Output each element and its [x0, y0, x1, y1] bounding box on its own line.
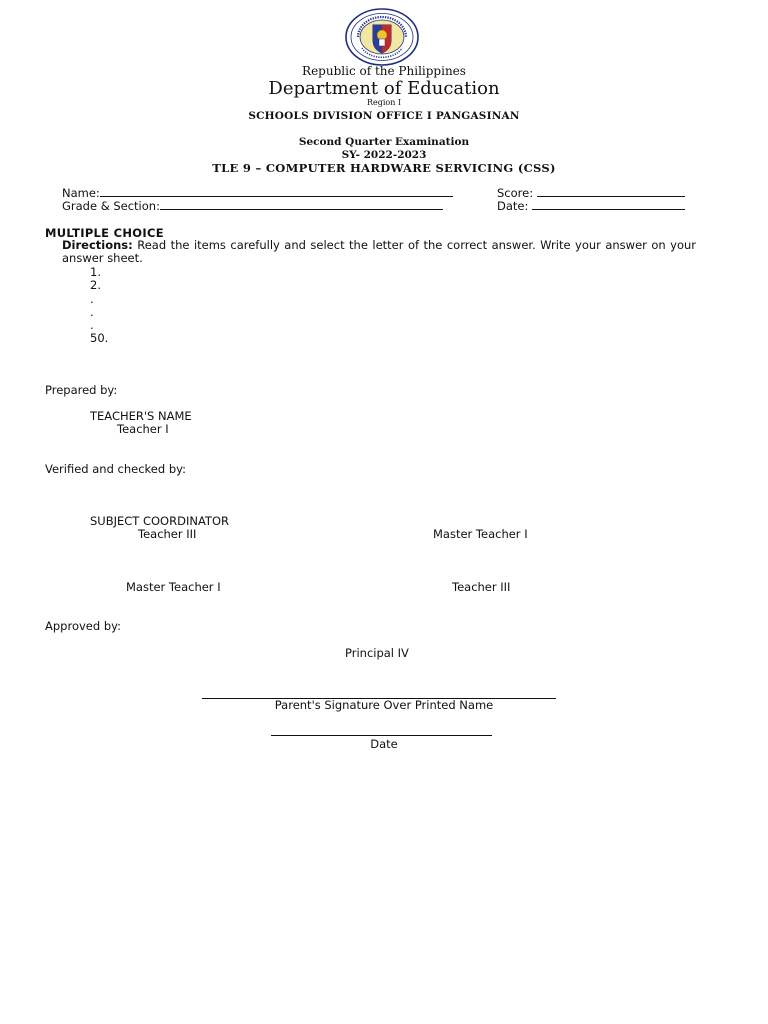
score-label: Score:	[497, 186, 534, 200]
verified-by-label: Verified and checked by:	[45, 462, 186, 476]
republic-heading: Republic of the Philippines	[302, 64, 466, 78]
name-blank[interactable]	[100, 187, 453, 197]
name-field[interactable]	[62, 186, 453, 200]
department-heading: Department of Education	[268, 78, 500, 99]
list-item: 50.	[90, 331, 109, 346]
deped-seal-logo	[344, 8, 420, 66]
directions-text: Read the items carefully and select the letter of the correct answer. Write your answer on your answer sheet.	[62, 238, 696, 265]
signature-date-label: Date	[370, 737, 398, 751]
verifier-title-right-2: Teacher III	[452, 580, 511, 594]
prepared-by-label: Prepared by:	[45, 383, 118, 397]
list-item: 1.	[90, 265, 101, 279]
directions	[62, 239, 696, 265]
principal-title: Principal IV	[345, 646, 409, 660]
subject-coordinator: SUBJECT COORDINATOR	[90, 514, 229, 528]
subject-title: TLE 9 – COMPUTER HARDWARE SERVICING (CSS)	[212, 161, 556, 175]
score-field[interactable]	[497, 186, 685, 200]
directions-label: Directions:	[62, 238, 133, 252]
list-item: 2.	[90, 278, 101, 293]
list-item: .	[90, 318, 94, 333]
list-item: .	[90, 291, 94, 306]
approved-by-label: Approved by:	[45, 619, 121, 633]
signature-date-line[interactable]	[271, 735, 492, 736]
test-type-heading: MULTIPLE CHOICE	[45, 226, 164, 240]
grade-section-blank[interactable]	[160, 200, 443, 210]
date-blank[interactable]	[532, 200, 685, 210]
verifier-title-left: Master Teacher I	[126, 580, 221, 594]
school-year: SY- 2022-2023	[341, 149, 427, 161]
grade-section-label: Grade & Section:	[62, 199, 160, 213]
date-label: Date:	[497, 199, 529, 213]
score-blank[interactable]	[537, 187, 685, 197]
date-field[interactable]	[497, 199, 685, 213]
item-list	[90, 266, 108, 346]
name-label: Name:	[62, 186, 100, 200]
grade-section-field[interactable]	[62, 199, 443, 213]
teacher-name: TEACHER'S NAME	[90, 409, 192, 423]
list-item: .	[90, 304, 94, 319]
exam-title: Second Quarter Examination	[298, 136, 470, 148]
parent-signature-label: Parent's Signature Over Printed Name	[274, 698, 494, 712]
teacher-title: Teacher I	[117, 422, 169, 436]
region-heading: Region I	[366, 98, 402, 107]
verifier-title-right: Master Teacher I	[433, 527, 528, 541]
coordinator-title: Teacher III	[138, 527, 197, 541]
division-heading: SCHOOLS DIVISION OFFICE I PANGASINAN	[248, 110, 520, 122]
